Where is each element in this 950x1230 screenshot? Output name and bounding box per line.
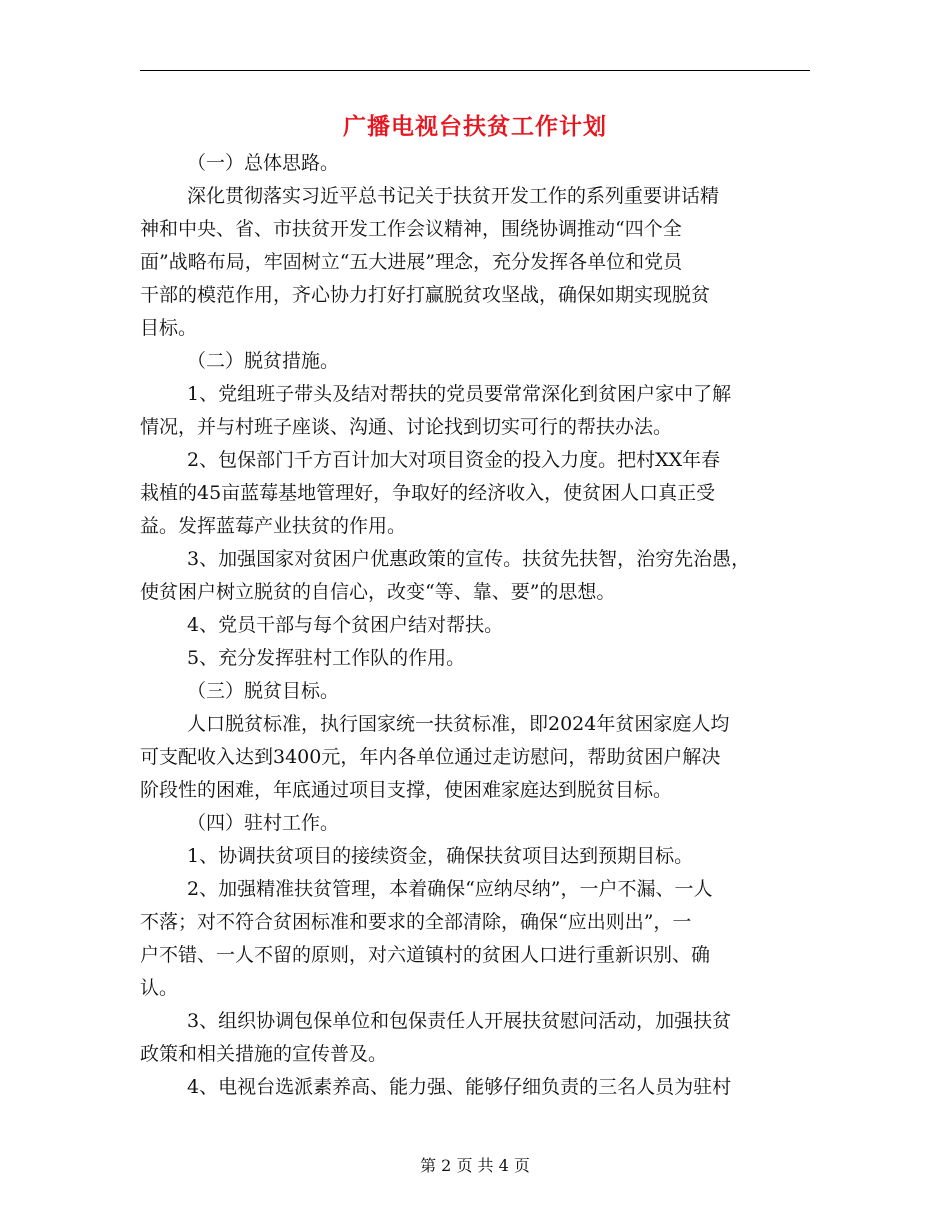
body-line: 神和中央、省、市扶贫开发工作会议精神，围绕协调推动“四个全 [140,218,682,240]
body-line: 益。发挥蓝莓产业扶贫的作用。 [140,515,407,537]
body-line: 政策和相关措施的宣传普及。 [140,1043,388,1065]
body-line: 4、电视台选派素养高、能力强、能够仔细负责的三名人员为驻村 [187,1076,732,1098]
body-line: （二）脱贫措施。 [187,350,340,372]
body-line: （三）脱贫目标。 [187,680,340,702]
body-line: 4、党员干部与每个贫困户结对帮扶。 [187,614,504,636]
body-line: 干部的模范作用，齐心协力打好打赢脱贫攻坚战，确保如期实现脱贫 [140,284,711,306]
body-line: 栽植的45亩蓝莓基地管理好，争取好的经济收入，使贫困人口真正受 [140,482,716,504]
body-line: 3、加强国家对贫困户优惠政策的宣传。扶贫先扶智，治穷先治愚， [187,548,751,570]
body-line: 使贫困户树立脱贫的自信心，改变“等、靠、要”的思想。 [140,581,616,603]
body-line: 可支配收入达到3400元，年内各单位通过走访慰问，帮助贫困户解决 [140,746,721,768]
body-line: 阶段性的困难，年底通过项目支撑，使困难家庭达到脱贫目标。 [140,779,673,801]
document-body [140,147,810,1104]
body-line: 户不错、一人不留的原则，对六道镇村的贫困人口进行重新识别、确 [140,944,711,966]
page-footer: 第 2 页 共 4 页 [420,1156,530,1175]
body-line: （一）总体思路。 [187,152,340,174]
body-line: 2、加强精准扶贫管理，本着确保“应纳尽纳”，一户不漏、一人 [187,878,713,900]
body-line: 1、党组班子带头及结对帮扶的党员要常常深化到贫困户家中了解 [187,383,732,405]
body-line: 深化贯彻落实习近平总书记关于扶贫开发工作的系列重要讲话精 [187,185,720,207]
body-line: 2、包保部门千方百计加大对项目资金的投入力度。把村XX年春 [187,449,721,471]
document-title: 广播电视台扶贫工作计划 [343,113,607,140]
body-line: 目标。 [140,317,198,339]
body-line: 1、协调扶贫项目的接续资金，确保扶贫项目达到预期目标。 [187,845,694,867]
body-line: 不落；对不符合贫困标准和要求的全部清除，确保“应出则出”，一 [140,911,692,933]
header-rule [140,70,810,71]
body-line: 情况，并与村班子座谈、沟通、讨论找到切实可行的帮扶办法。 [140,416,673,438]
body-line: 3、组织协调包保单位和包保责任人开展扶贫慰问活动，加强扶贫 [187,1010,732,1032]
body-line: 认。 [140,977,179,999]
body-line: 5、充分发挥驻村工作队的作用。 [187,647,466,669]
body-line: 人口脱贫标准，执行国家统一扶贫标准，即2024年贫困家庭人均 [187,713,730,735]
body-line: 面”战略布局，牢固树立“五大进展”理念，充分发挥各单位和党员 [140,251,683,273]
body-line: （四）驻村工作。 [187,812,340,834]
